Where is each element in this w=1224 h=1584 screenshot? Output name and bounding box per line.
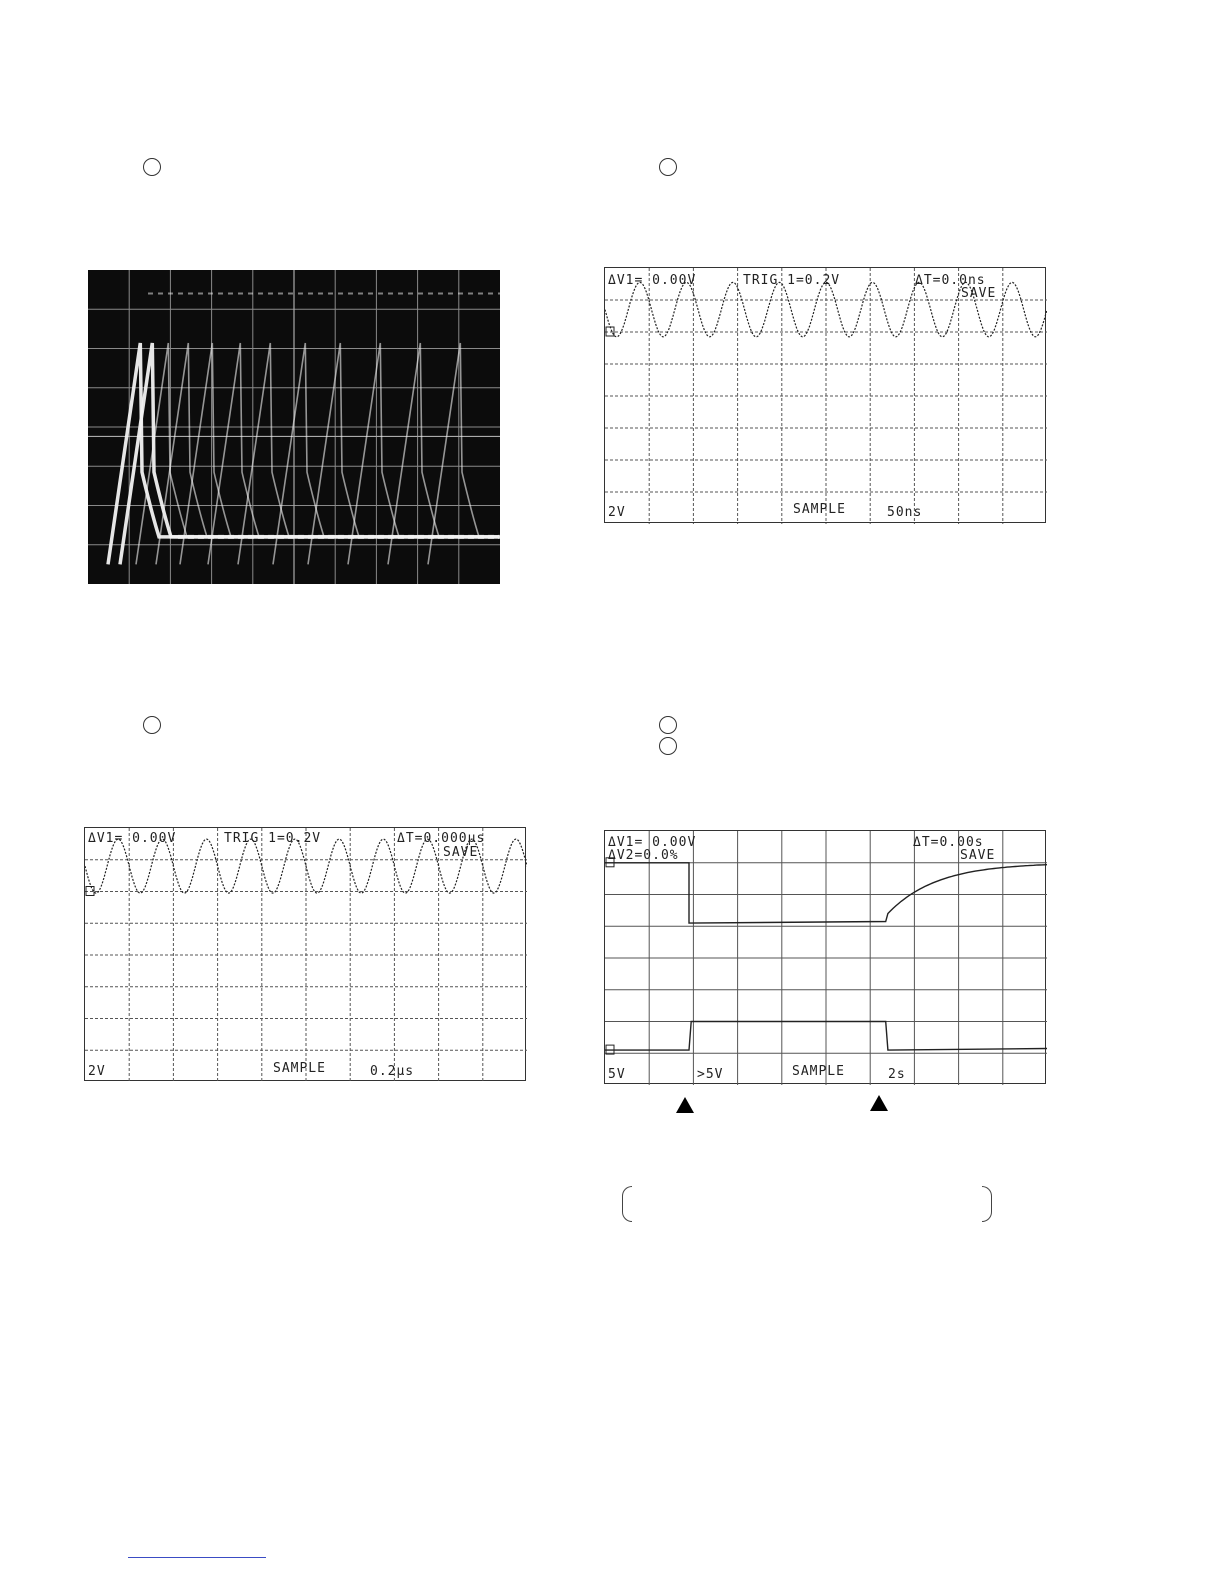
figure-marker-circle: [659, 737, 677, 755]
save-readout: SAVE: [961, 286, 997, 301]
footnote-rule: [128, 1557, 266, 1558]
ch2-volts-readout: >5V: [697, 1067, 724, 1082]
figure-marker-circle: [143, 716, 161, 734]
figure-marker-circle: [143, 158, 161, 176]
delta-v1-readout: ΔV1= 0.00V: [88, 831, 177, 846]
trigger-readout: TRIG 1=0.2V: [224, 831, 322, 846]
time-per-div-readout: 2s: [888, 1067, 906, 1082]
bracket-right: [982, 1186, 992, 1222]
photo-plot: [88, 270, 500, 584]
bracket-left: [622, 1186, 632, 1222]
delta-v2-readout: ΔV2=0.0%: [608, 848, 679, 863]
photo-trace: [308, 343, 498, 564]
oscilloscope-photo: [88, 270, 500, 584]
delta-v1-readout: ΔV1= 0.00V: [608, 835, 697, 850]
volts-per-div-readout: 2V: [608, 505, 626, 520]
save-readout: SAVE: [960, 848, 996, 863]
sample-mode-readout: SAMPLE: [793, 502, 846, 517]
delta-t-readout: ΔT=0.00s: [913, 835, 984, 850]
time-per-div-readout: 0.2µs: [370, 1064, 415, 1079]
event-arrow-icon: [870, 1095, 888, 1111]
figure-marker-circle: [659, 716, 677, 734]
photo-trace: [273, 343, 499, 564]
photo-trace: [428, 343, 499, 564]
scope-plot-bottom-right: [605, 831, 1047, 1085]
delta-t-readout: ΔT=0.0ns: [915, 273, 986, 288]
delta-t-readout: ΔT=0.000µs: [397, 831, 486, 846]
photo-trace: [108, 343, 499, 564]
volts-per-div-readout: 2V: [88, 1064, 106, 1079]
time-per-div-readout: 50ns: [887, 505, 923, 520]
scope-screen-top-right: [604, 267, 1046, 523]
event-arrow-icon: [676, 1097, 694, 1113]
photo-trace: [120, 343, 499, 564]
save-readout: SAVE: [443, 845, 479, 860]
sample-mode-readout: SAMPLE: [273, 1061, 326, 1076]
figure-marker-circle: [659, 158, 677, 176]
scope-screen-bottom-left: [84, 827, 526, 1081]
photo-trace: [180, 343, 500, 564]
scope-plot-top-right: [605, 268, 1047, 524]
volts-per-div-readout: 5V: [608, 1067, 626, 1082]
delta-v1-readout: ΔV1= 0.00V: [608, 273, 697, 288]
trigger-readout: TRIG 1=0.2V: [743, 273, 841, 288]
scope-plot-bottom-left: [85, 828, 527, 1082]
sample-mode-readout: SAMPLE: [792, 1064, 845, 1079]
photo-trace: [136, 343, 500, 564]
photo-trace: [388, 343, 499, 564]
scope-screen-bottom-right: [604, 830, 1046, 1084]
